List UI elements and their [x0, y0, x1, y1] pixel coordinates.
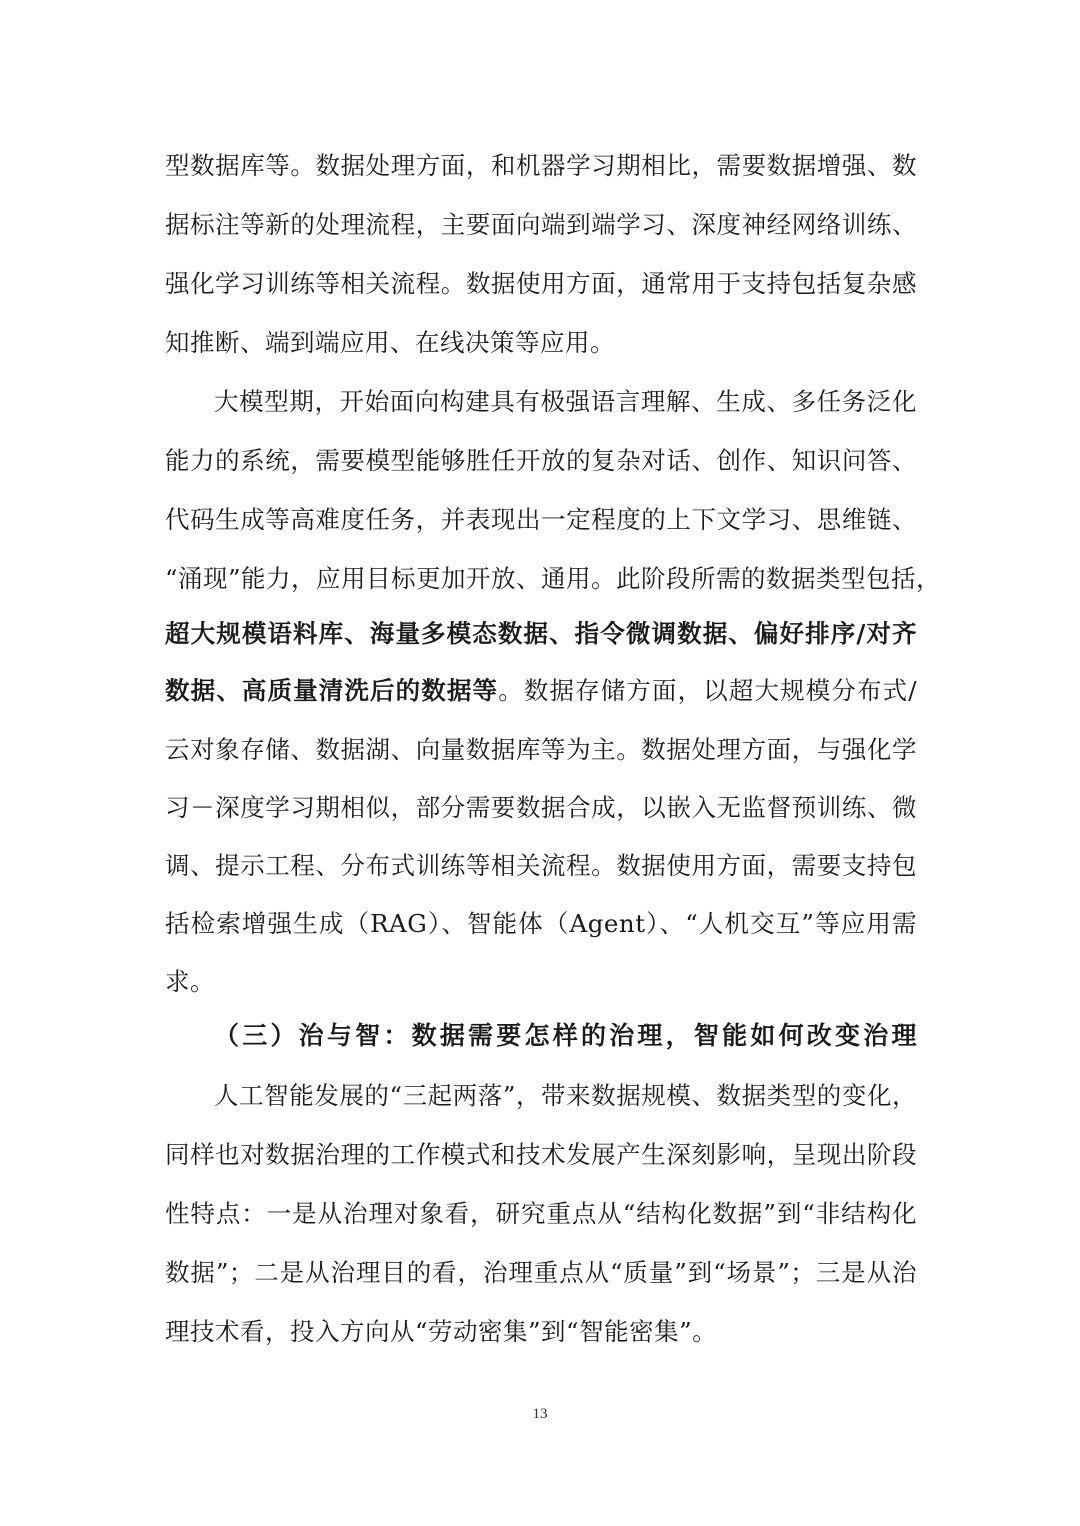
section-heading: （三）治与智：数据需要怎样的治理，智能如何改变治理	[214, 1021, 917, 1050]
paragraph-1-line-3: 强化学习训练等相关流程。数据使用方面，通常用于支持包括复杂感	[165, 269, 917, 298]
paragraph-1-line-1: 型数据库等。数据处理方面，和机器学习期相比，需要数据增强、数	[165, 151, 917, 180]
paragraph-2-bold-fragment: 数据、高质量清洗后的数据等	[165, 676, 499, 705]
paragraph-2-line-2: 能力的系统，需要模型能够胜任开放的复杂对话、创作、知识问答、	[165, 446, 917, 475]
paragraph-2-bold-line: 超大规模语料库、海量多模态数据、指令微调数据、偏好排序/对齐	[165, 619, 917, 648]
paragraph-2-line-9: 调、提示工程、分布式训练等相关流程。数据使用方面，需要支持包	[165, 851, 917, 880]
paragraph-3-line-3: 性特点：一是从治理对象看，研究重点从“结构化数据”到“非结构化	[165, 1199, 917, 1228]
paragraph-1-line-2: 据标注等新的处理流程，主要面向端到端学习、深度神经网络训练、	[165, 210, 917, 239]
paragraph-1-line-4: 知推断、端到端应用、在线决策等应用。	[165, 328, 615, 357]
paragraph-2-line-11: 求。	[165, 967, 215, 996]
paragraph-2-line-4: “涌现”能力，应用目标更加开放、通用。此阶段所需的数据类型包括，	[165, 564, 942, 593]
paragraph-3-line-2: 同样也对数据治理的工作模式和技术发展产生深刻影响，呈现出阶段	[165, 1140, 917, 1169]
paragraph-2-mixed-line	[165, 671, 917, 711]
paragraph-2-line-1: 大模型期，开始面向构建具有极强语言理解、生成、多任务泛化	[214, 387, 917, 416]
page-number: 13	[532, 1406, 548, 1422]
paragraph-2-line-rest: 。数据存储方面，以超大规模分布式/	[498, 676, 918, 705]
paragraph-2-line-8: 习－深度学习期相似，部分需要数据合成，以嵌入无监督预训练、微	[165, 793, 917, 822]
paragraph-2-line-10: 括检索增强生成（RAG）、智能体（Agent）、“人机交互”等应用需	[165, 909, 917, 938]
paragraph-2-line-3: 代码生成等高难度任务，并表现出一定程度的上下文学习、思维链、	[165, 505, 917, 534]
paragraph-3-line-5: 理技术看，投入方向从“劳动密集”到“智能密集”。	[165, 1317, 718, 1346]
paragraph-3-line-1: 人工智能发展的“三起两落”，带来数据规模、数据类型的变化，	[214, 1081, 917, 1110]
paragraph-2-line-7: 云对象存储、数据湖、向量数据库等为主。数据处理方面，与强化学	[165, 735, 917, 764]
paragraph-3-line-4: 数据”；二是从治理目的看，治理重点从“质量”到“场景”；三是从治	[165, 1258, 917, 1287]
